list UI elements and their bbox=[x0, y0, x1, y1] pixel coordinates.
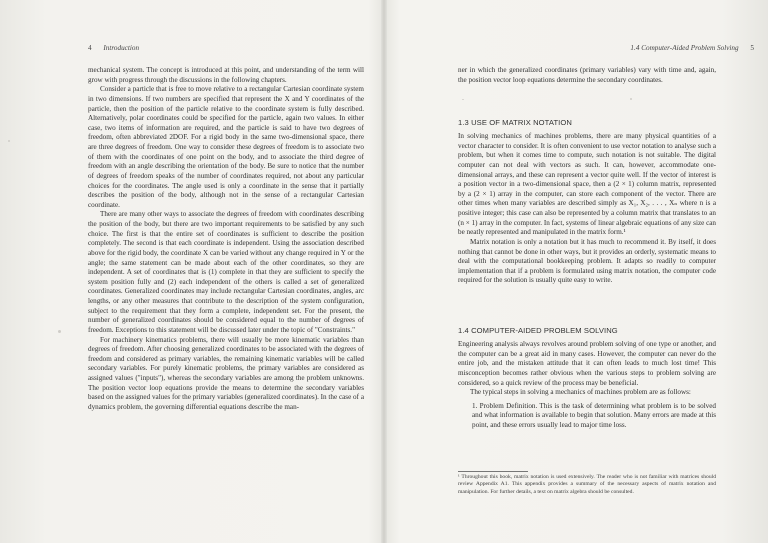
left-running-title: Introduction bbox=[103, 44, 140, 52]
scan-speck bbox=[462, 99, 464, 100]
scan-speck bbox=[8, 140, 10, 142]
section-heading-computer-aided: 1.4 COMPUTER-AIDED PROBLEM SOLVING bbox=[458, 326, 618, 335]
right-running-title: 1.4 Computer-Aided Problem Solving bbox=[630, 44, 739, 52]
right-intro-text bbox=[458, 66, 716, 85]
right-page-number: 5 bbox=[750, 44, 754, 52]
right-page bbox=[384, 0, 768, 543]
left-running-head bbox=[88, 44, 139, 52]
section-matrix-notation-body bbox=[458, 132, 716, 286]
computer-aided-paragraph-1: Engineering analysis always revolves around problem solving of one type or another, and the computer can be a great aid in many cases. However, the computer can never do the entire job, and the mistaken attitude that it can often leads to much lost time! This misconception becomes rather obvious when the various steps to problem solving are considered, so a quick review of the process may be beneficial. bbox=[458, 340, 716, 387]
computer-aided-paragraph-2: The typical steps in solving a mechanics of machines problem are as follows: bbox=[470, 388, 691, 397]
footnote-rule bbox=[458, 471, 528, 472]
left-paragraph-3: There are many other ways to associate the degrees of freedom with coordinates describing the position of the body, but there are two important requirements to be satisfied by any such choice. The first is that the entire set of coordinates is sufficient to describe the position completely. The second is that each coordinate is independent. Using the association described above for the rigid body, the coordinate X can be varied without any change required in Y or the angle; the same statement can be made about each of the other coordinates, so they are independent. A set of coordinates that is (1) complete in that they are sufficient to specify the system position fully and (2) each independent of the others is called a set of generalized coordinates. Generalized coordinates may include rectangular Cartesian coordinates, angles, arc lengths, or any other measures that contribute to the description of the system configuration, subject to the requirement that they form a complete, independent set. For the present, the number of generalized coordinates should be considered equal to the number of degrees of freedom. Exceptions to this statement will be discussed later under the topic of "Constraints." bbox=[88, 210, 364, 334]
scan-speck bbox=[58, 330, 61, 333]
left-paragraph-4: For machinery kinematics problems, there will usually be more kinematic variables than degrees of freedom. After choosing generalized coordinates to be associated with the degrees of freedom and considered as primary variables, the remaining kinematic variables will be called secondary variables. For purely kinematic problems, the primary variables are considered as assigned values ("inputs"), whereas the secondary variables are among the problem unknowns. The position vector loop equations provide the means to determine the secondary variables based on the assigned values for the primary variables (generalized coordinates). In the case of a dynamics problem, the governing differential equations describe the man- bbox=[88, 335, 364, 411]
scan-speck bbox=[630, 98, 632, 100]
section-computer-aided-body bbox=[458, 340, 716, 431]
matrix-paragraph-2: Matrix notation is only a notation but it has much to recommend it. By itself, it does nothing that cannot be done in other ways, but it provides an orderly, systematic means to deal with the computational bookkeeping problem. It adapts so readily to computer implementation that if a problem is formulated using matrix notation, the computer code required for the solution is usually quite easy to write. bbox=[458, 237, 716, 285]
left-paragraph-2: Consider a particle that is free to move relative to a rectangular Cartesian coordinate system in two dimensions. If two numbers are specified that represent the X and Y coordinates of the particle, then the position of the particle relative to the coordinate system is fully described. Alternatively, polar coordinates could be specified for the particle, again two values. In either case, two items of information are required, and the particle is said to have two degrees of freedom, often abbreviated 2DOF. For a rigid body in the same two-dimensional space, there are three degrees of freedom. One way to consider these degrees of freedom is to associate two of them with the coordinates of one point on the body, and to associate the third degree of freedom with an angle describing the orientation of the body. Be sure to notice that the number of degrees of freedom speaks of the number of coordinates required, not about any particular choices for the coordinates. The angle used is only a coordinate in the sense that it partially describes the position of the body, although not in the sense of a rectangular Cartesian coordinate. bbox=[88, 85, 364, 209]
left-body-text bbox=[88, 66, 364, 413]
left-page-number: 4 bbox=[88, 44, 92, 52]
footnote: ¹ Throughout this book, matrix notation is used extensively. The reader who is not familiar with matrices should review Appendix A1. This appendix provides a summary of the necessary aspects of matrix notation and manipulation. For further details, a text on matrix algebra should be consulted. bbox=[458, 474, 716, 495]
left-paragraph-1: mechanical system. The concept is introduced at this point, and understanding of the term will grow with progress through the discussions in the following chapters. bbox=[88, 66, 364, 84]
matrix-paragraph-1: In solving mechanics of machines problems, there are many physical quantities of a vector character to consider. It is often convenient to use vector notation to analyse such a problem, but when it comes time to compute, such notation is not suitable. The digital computer can not deal with vectors as such. It can, however, accommodate one-dimensional arrays, and these can represent a vector quite well. If the vector of interest is a position vector in a two-dimensional space, then a (2 × 1) column matrix, represented by a (2 × 1) array in the computer, can store each component of the vector. There are other times when many variables are described simply as X₁, X₂, . . . , Xₙ where n is a positive integer; this case can also be represented by a column matrix that translates to an (n × 1) array in the computer. In fact, systems of linear algebraic equations of any size can be neatly represented and manipulated in the matrix form.¹ bbox=[458, 132, 716, 237]
section-heading-matrix-notation: 1.3 USE OF MATRIX NOTATION bbox=[458, 118, 572, 127]
right-running-head bbox=[630, 44, 754, 52]
problem-steps-list-item: 1. Problem Definition. This is the task of determining what problem is to be solved and what information is available to begin that solution. Many errors are made at this point, and these errors usually lead to major time loss. bbox=[472, 401, 716, 429]
right-intro-paragraph: ner in which the generalized coordinates (primary variables) vary with time and, again, the position vector loop equations determine the secondary coordinates. bbox=[458, 66, 716, 84]
